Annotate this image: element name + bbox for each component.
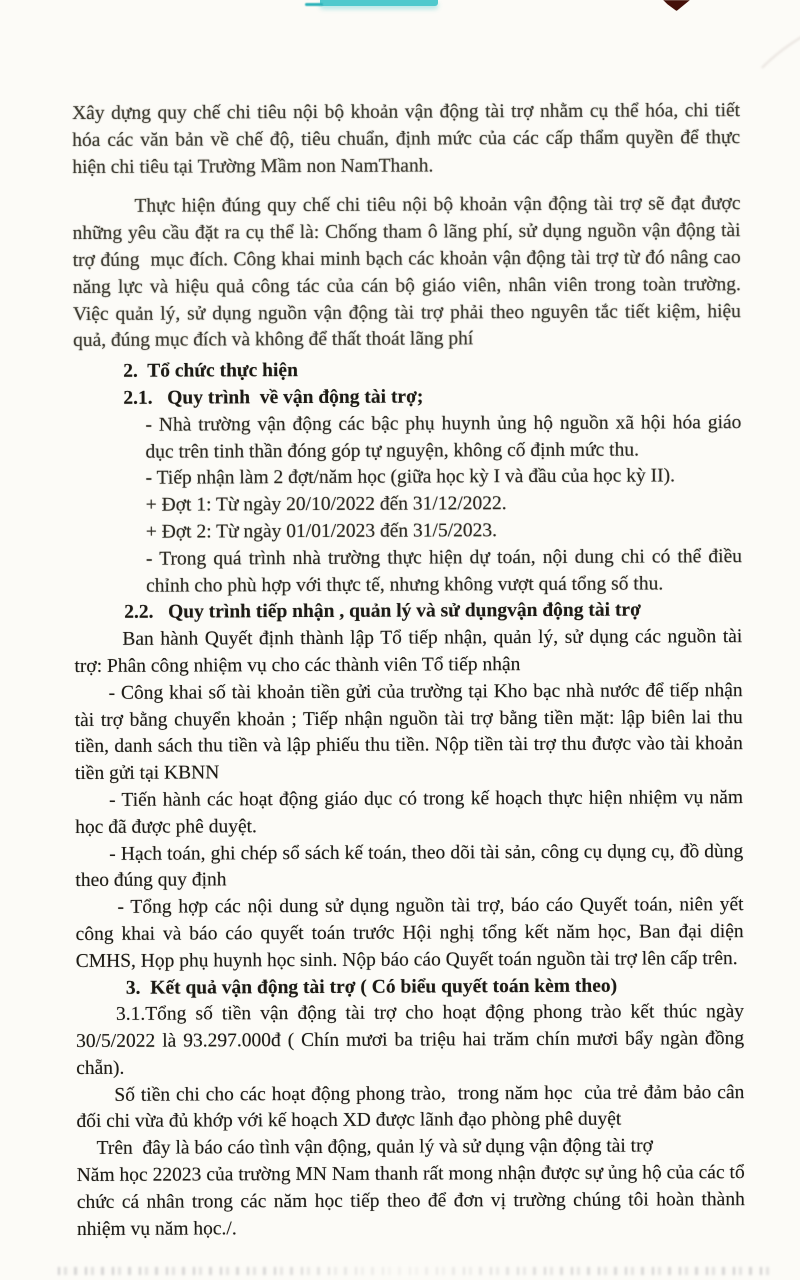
section-heading: 2.2. Quy trình tiếp nhận , quản lý và sử dụngvận động tài trợ xyxy=(124,599,641,624)
scan-teal-highlight-mark xyxy=(320,0,438,6)
body-paragraph: Trên đây là báo cáo tình vận động, quản lý và sử dụng vận động tài trợ xyxy=(96,1135,653,1160)
section-heading: 2. Tổ chức thực hiện xyxy=(123,360,298,382)
body-paragraph: Thực hiện đúng quy chế chi tiêu nội bộ khoản vận động tài trợ sẽ đạt được những yêu cầu đặt ra cụ thể là: Chống tham ô lãng phí, sử dụng nguồn vận động tài trợ đúng mục đích. Công khai minh bạch các khoản vận động tài trợ từ đó nâng cao năng lực và hiệu quả công tác của cán bộ giáo viên, nhân viên trong toàn trường. Việc quản lý, sử dụng nguồn vận động tài trợ phải theo nguyên tắc tiết kiệm, hiệu quả, đúng mục đích và không để thất thoát lãng phí xyxy=(72,193,741,352)
body-paragraph: - Tổng hợp các nội dung sử dụng nguồn tài trợ, báo cáo Quyết toán, niên yết công khai và báo cáo quyết toán trước Hội nghị tổng kết năm học, Ban đại diện CMHS, Họp phụ huynh học sinh. Nộp báo cáo Quyết toán nguồn tài trợ lên cấp trên. xyxy=(75,894,744,972)
scan-crease-arc-line xyxy=(702,8,800,95)
body-paragraph: Số tiền chi cho các hoạt động phong trào, trong năm học của trẻ đảm bảo cân đối chi vừa đủ khớp với kế hoạch XD được lãnh đạo phòng phê duyệt xyxy=(76,1081,745,1133)
list-item: - Tiếp nhận làm 2 đợt/năm học (giữa học kỳ I và đầu của học kỳ II). xyxy=(145,465,676,490)
scan-teal-tail-mark xyxy=(305,3,323,6)
body-paragraph: Ban hành Quyết định thành lập Tổ tiếp nhận, quản lý, sử dụng các nguồn tài trợ: Phân công nhiệm vụ cho các thành viên Tổ tiếp nhận xyxy=(74,626,743,677)
body-paragraph: Xây dựng quy chế chi tiêu nội bộ khoản vận động tài trợ nhằm cụ thể hóa, chi tiết hóa các văn bản về chế độ, tiêu chuẩn, định mức của các cấp thẩm quyền để thực hiện chi tiêu tại Trường Mầm non NamThanh. xyxy=(72,100,741,178)
body-paragraph: - Tiến hành các hoạt động giáo dục có trong kế hoạch thực hiện nhiệm vụ năm học đã được phê duyệt. xyxy=(75,787,744,838)
section-heading: 3. Kết quả vận động tài trợ ( Có biểu quyết toán kèm theo) xyxy=(125,975,618,999)
document-body xyxy=(72,98,745,1243)
list-item: + Đợt 1: Từ ngày 20/10/2022 đến 31/12/2022. xyxy=(145,493,507,516)
section-heading: 2.1. Quy trình về vận động tài trợ; xyxy=(123,386,424,409)
body-paragraph: - Hạch toán, ghi chép sổ sách kế toán, theo dõi tài sản, công cụ dụng cụ, đồ dùng theo đúng quy định xyxy=(75,840,744,892)
scan-crease-arc xyxy=(660,0,800,95)
body-paragraph: - Công khai số tài khoản tiền gửi của trường tại Kho bạc nhà nước để tiếp nhận tài trợ bằng chuyển khoản ; Tiếp nhận nguồn tài trợ bằng tiền mặt: lập biên lai thu tiền, danh sách thu tiền và lập phiếu thu tiền. Nộp tiền tài trợ thu được vào tài khoản tiền gửi tại KBNN xyxy=(74,679,743,785)
list-item: - Nhà trường vận động các bậc phụ huynh ủng hộ nguồn xã hội hóa giáo dục trên tinh thần đóng góp tự nguyện, không cố định mức thu. xyxy=(145,411,742,463)
body-paragraph: 3.1.Tổng số tiền vận động tài trợ cho hoạt động phong trào kết thúc ngày 30/5/2022 là 93.297.000đ ( Chín mươi ba triệu hai trăm chín mươi bẩy ngàn đồng chẵn). xyxy=(76,1001,745,1079)
scan-bottom-cutoff-line xyxy=(58,1267,770,1275)
list-item: - Trong quá trình nhà trường thực hiện dự toán, nội dung chi có thể điều chỉnh cho phù hợp với thực tế, nhưng không vượt quá tổng số thu. xyxy=(145,545,743,597)
list-item: + Đợt 2: Từ ngày 01/01/2023 đến 31/5/2023. xyxy=(145,520,498,543)
body-paragraph: Năm học 22023 của trường MN Nam thanh rất mong nhận được sự ủng hộ của các tổ chức cá nhân trong các năm học tiếp theo để đơn vị trường chúng tôi hoàn thành nhiệm vụ năm học./. xyxy=(76,1162,745,1240)
scan-corner-ink-mark xyxy=(662,0,690,11)
